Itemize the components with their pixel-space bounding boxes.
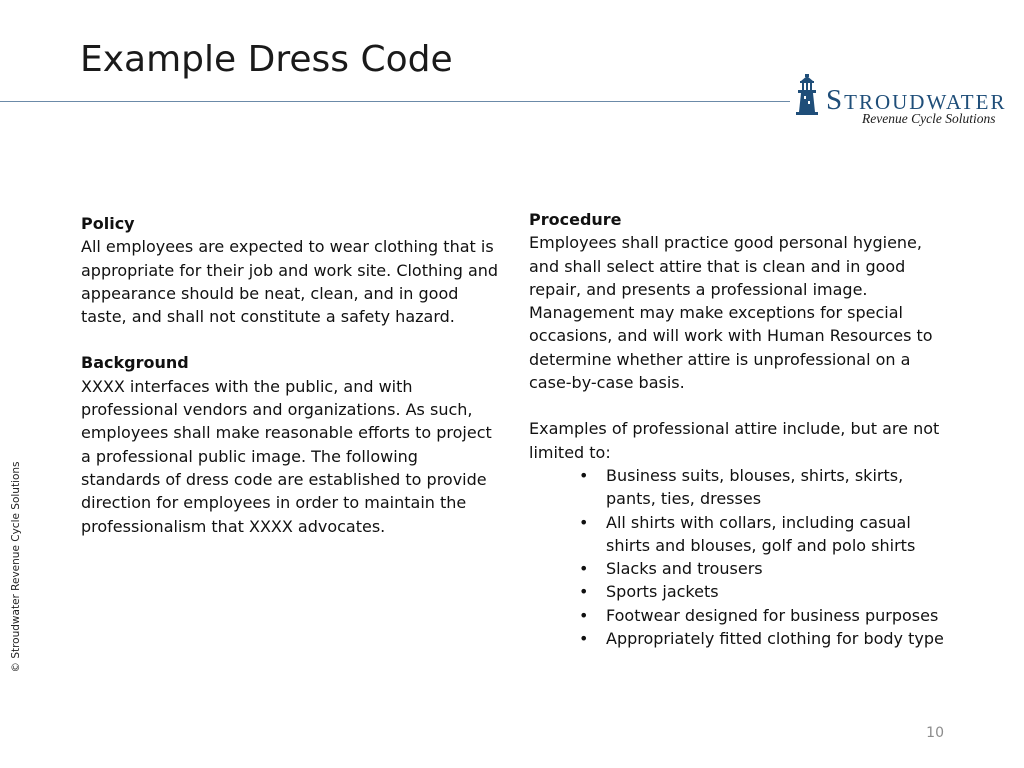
list-item-text: Business suits, blouses, shirts, skirts, pants, ties, dresses: [606, 465, 904, 509]
page-title: Example Dress Code: [80, 39, 453, 80]
examples-intro: Examples of professional attire include, but are not limited to:: [529, 419, 940, 462]
bullet-icon: •: [579, 582, 589, 602]
title-divider: [0, 101, 790, 102]
list-item: [529, 464, 949, 511]
procedure-heading: Procedure: [529, 210, 622, 229]
right-column: [529, 208, 949, 650]
list-item-text: Footwear designed for business purposes: [606, 605, 939, 625]
list-item-text: Sports jackets: [606, 582, 719, 602]
copyright-notice: [9, 453, 23, 681]
page-number: 10: [926, 725, 944, 741]
list-item: [529, 604, 949, 627]
logo-wordmark-rest: TROUDWATER: [844, 90, 1007, 114]
bullet-icon: •: [579, 605, 589, 625]
list-item: [529, 557, 949, 580]
list-item: [529, 627, 949, 650]
list-item-text: All shirts with collars, including casual shirts and blouses, golf and polo shirts: [606, 512, 916, 555]
logo-tagline: Revenue Cycle Solutions: [862, 111, 996, 126]
company-logo: [794, 74, 1009, 132]
policy-body: All employees are expected to wear clothing that is appropriate for their job and work site. Clothing and appearance should be neat, clean, and in good taste, and shall not constitute a safety hazard.: [81, 237, 499, 327]
list-item: [529, 580, 949, 603]
list-item-text: Slacks and trousers: [606, 559, 763, 579]
copyright-text: © Stroudwater Revenue Cycle Solutions: [10, 461, 22, 673]
procedure-section: [529, 208, 949, 394]
procedure-body: Employees shall practice good personal hygiene, and shall select attire that is clean and in good repair, and presents a professional image. Management may make exceptions for special occasions, and will work with Human Resources to determine whether attire is unprofessional on a case-by-case basis.: [529, 233, 933, 393]
left-column: [81, 212, 499, 538]
background-heading: Background: [81, 353, 189, 373]
bullet-icon: •: [579, 512, 589, 532]
policy-section: [81, 212, 499, 328]
list-item-text: Appropriately fitted clothing for body type: [606, 629, 944, 649]
bullet-icon: •: [579, 465, 589, 485]
bullet-icon: •: [579, 559, 589, 579]
lighthouse-icon: [794, 74, 820, 118]
examples-list: [529, 464, 949, 650]
bullet-icon: •: [579, 629, 589, 649]
section-spacer: [529, 394, 949, 417]
background-body: XXXX interfaces with the public, and with professional vendors and organizations. As such, employees shall make reasonable efforts to project a professional public image. The following standards of dress code are established to provide direction for employees in order to maintain the professionalism that XXXX advocates.: [81, 376, 492, 536]
list-item: [529, 511, 949, 558]
policy-heading: Policy: [81, 214, 135, 233]
logo-wordmark-initial: S: [826, 84, 845, 116]
background-section: [81, 351, 499, 537]
section-spacer: [81, 328, 499, 351]
